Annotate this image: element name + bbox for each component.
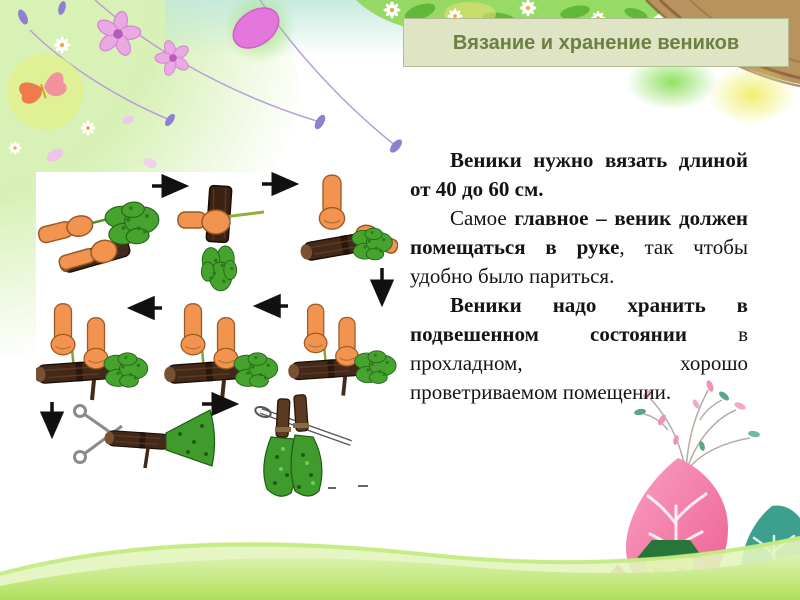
step-grip-bundle-icon <box>178 185 264 290</box>
step-wrap-bundle-icon <box>299 175 398 262</box>
step-tie-handle-icon <box>164 304 278 400</box>
paragraph: Веники надо хранить в подвешенном состоянии в прохладном, хорошо проветриваемом помещении. <box>410 293 748 404</box>
step-trim-handle-scissors-icon <box>75 406 215 469</box>
step-tie-handle-icon <box>288 304 396 395</box>
illustration-panel <box>36 172 398 502</box>
paragraph: Самое главное – веник должен помещаться в руке, так чтобы удобно было париться. <box>410 206 748 288</box>
step-hold-branches-icon <box>37 200 162 276</box>
step-hang-brooms-icon <box>254 395 351 497</box>
broom-steps-illustration <box>36 172 398 502</box>
paragraph: Веники нужно вязать длиной от 40 до 60 см. <box>410 148 748 201</box>
body-text <box>410 146 748 407</box>
butterfly-glow <box>7 54 83 130</box>
small-dashes <box>328 486 368 488</box>
step-tie-handle-icon <box>36 304 148 400</box>
title-box <box>403 18 789 67</box>
page-title: Вязание и хранение веников <box>452 31 740 54</box>
yellow-blob <box>708 65 796 125</box>
